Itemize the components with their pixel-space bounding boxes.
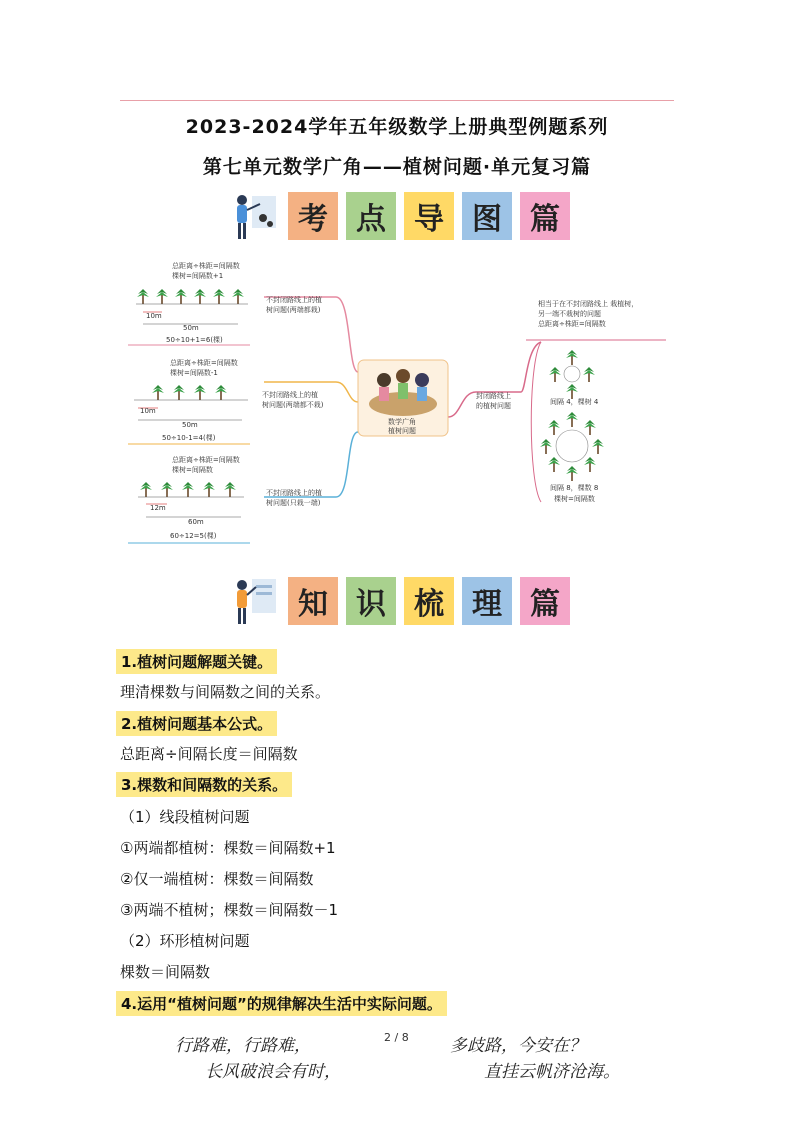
- section-3-line-2: ①两端都植树：棵数＝间隔数+1: [120, 839, 336, 857]
- banner1-tile-1: 考: [288, 192, 338, 240]
- teacher-illustration: [230, 190, 280, 242]
- section-1-line-1: 理清棵数与间隔数之间的关系。: [120, 683, 331, 701]
- banner2-tile-3: 梳: [404, 577, 454, 625]
- header-rule: [120, 100, 674, 101]
- b3-label1: 不封闭路线上的植: [266, 489, 322, 497]
- right-label2: 的植树问题: [476, 402, 511, 410]
- section-3-line-4: ③两端不植树；棵数＝间隔数－1: [120, 901, 338, 919]
- b1-total: 50m: [183, 324, 199, 332]
- b2-label2: 树问题(两端都不栽): [262, 401, 324, 409]
- section-4-heading: 4.运用“植树问题”的规律解决生活中实际问题。: [116, 991, 447, 1016]
- b1-calc: 50÷10+1=6(棵): [166, 336, 223, 344]
- banner2-tile-1: 知: [288, 577, 338, 625]
- right-note1: 相当于在不封闭路线上 栽植树，: [538, 300, 639, 308]
- footer-left-2: 长风破浪会有时，: [205, 1062, 341, 1082]
- right-label1: 封闭路线上: [476, 392, 511, 400]
- connector-3: [264, 432, 358, 497]
- section-3-heading: 3.棵数和间隔数的关系。: [116, 772, 292, 797]
- section-3-line-3: ②仅一端植树：棵数＝间隔数: [120, 870, 314, 888]
- b3-f2: 棵树=间隔数: [172, 466, 213, 474]
- right-cap3: 棵树=间隔数: [554, 495, 595, 503]
- b2-total: 50m: [182, 421, 198, 429]
- b1-f2: 棵树=间隔数+1: [172, 272, 224, 280]
- page-number: 2 / 8: [384, 1031, 409, 1044]
- b1-label2: 树问题(两端都栽): [266, 306, 321, 314]
- b2-trees: [152, 385, 227, 400]
- doc-title-line2: 第七单元数学广角——植树问题·单元复习篇: [202, 156, 592, 178]
- b3-trees: [140, 482, 236, 497]
- banner2-tile-2: 识: [346, 577, 396, 625]
- section-3-line-5: （2）环形植树问题: [120, 932, 250, 950]
- b1-label1: 不封闭路线上的植: [266, 296, 322, 304]
- ring-small: [549, 350, 595, 399]
- doc-title-line1: 2023-2024学年五年级数学上册典型例题系列: [185, 116, 609, 138]
- right-cap1: 间隔 4，棵树 4: [550, 398, 599, 406]
- b3-total: 60m: [188, 518, 204, 526]
- right-note3: 总距离÷株距=间隔数: [538, 320, 606, 328]
- b3-f1: 总距离÷株距=间隔数: [172, 456, 240, 464]
- banner2-tile-5: 篇: [520, 577, 570, 625]
- b1-f1: 总距离÷株距=间隔数: [172, 262, 240, 270]
- footer-right-2: 直挂云帆济沧海。: [484, 1062, 620, 1082]
- section-3-line-1: （1）线段植树问题: [120, 808, 250, 826]
- presenter-illustration: [230, 575, 280, 627]
- banner1-tile-4: 图: [462, 192, 512, 240]
- footer-left-1: 行路难，行路难，: [175, 1036, 311, 1056]
- banner-kaodian: [230, 190, 570, 242]
- b3-calc: 60÷12=5(棵): [170, 532, 217, 540]
- banner1-tile-2: 点: [346, 192, 396, 240]
- b2-calc: 50÷10-1=4(棵): [162, 434, 216, 442]
- b3-label2: 树问题(只栽一端): [266, 499, 321, 507]
- banner2-tile-4: 理: [462, 577, 512, 625]
- footer-right-1: 多歧路，今安在？: [450, 1036, 586, 1056]
- section-3-line-6: 棵数＝间隔数: [120, 963, 211, 981]
- section-2-heading: 2.植树问题基本公式。: [116, 711, 277, 736]
- center-line1: 数学广角: [388, 418, 416, 426]
- mind-map: [126, 252, 672, 550]
- b2-small: 10m: [140, 407, 156, 415]
- center-line2: 植树问题: [388, 427, 416, 435]
- ring-large: [540, 412, 604, 481]
- right-note2: 另一端不栽树的问题: [538, 310, 601, 318]
- b2-label1: 不封闭路线上的植: [262, 391, 318, 399]
- b1-small: 10m: [146, 312, 162, 320]
- section-2-line-1: 总距离÷间隔长度＝间隔数: [120, 745, 298, 763]
- b1-trees: [137, 289, 244, 304]
- banner1-tile-3: 导: [404, 192, 454, 240]
- right-cap2: 间隔 8，棵数 8: [550, 484, 599, 492]
- section-1-heading: 1.植树问题解题关键。: [116, 649, 277, 674]
- b2-f1: 总距离÷株距=间隔数: [170, 359, 238, 367]
- banner1-tile-5: 篇: [520, 192, 570, 240]
- banner-zhishi: [230, 575, 570, 627]
- b2-f2: 棵树=间隔数-1: [170, 369, 218, 377]
- b3-small: 12m: [150, 504, 166, 512]
